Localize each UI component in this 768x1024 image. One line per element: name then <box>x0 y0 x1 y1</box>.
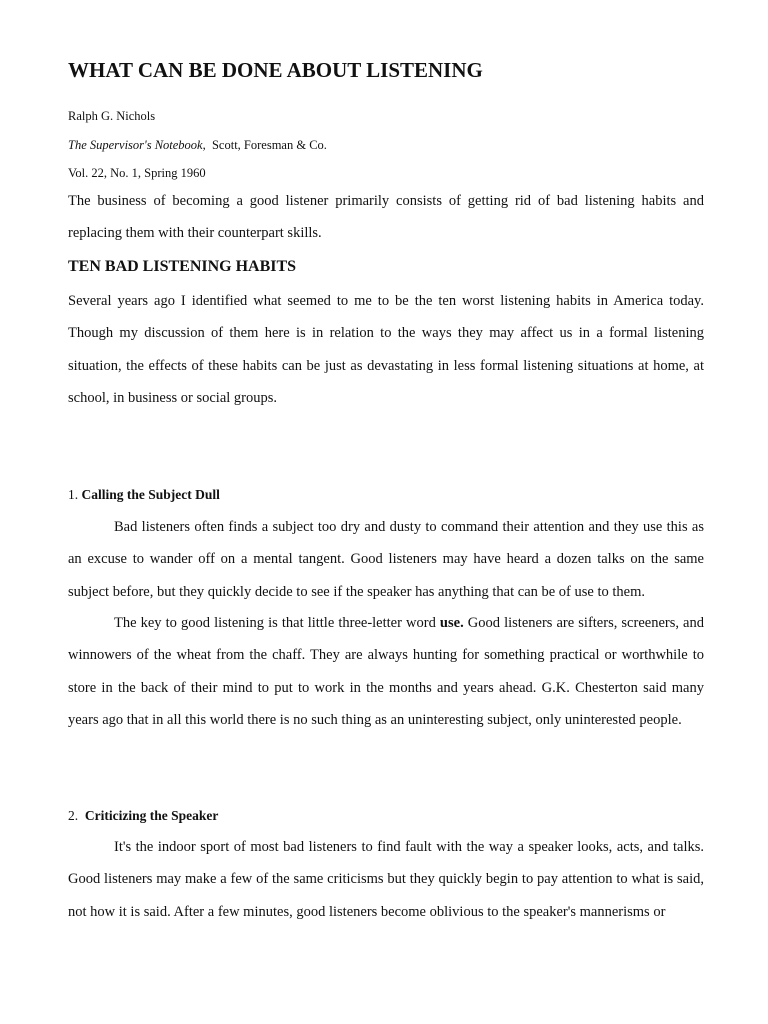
habit-1-paragraph-2 <box>68 607 704 736</box>
habit-1-keyword: use. <box>439 615 464 631</box>
habit-1-heading <box>68 486 220 504</box>
section-intro-paragraph: Several years ago I identified what seemed to me to be the ten worst listening habits in America today. Though my discussion of them here is in relation to the ways they may affect us in a formal listening situation, the effects of these habits can be just as devastating in less formal listening situations at home, at school, in business or social groups. <box>68 293 704 406</box>
habit-2-heading <box>68 807 218 825</box>
habit-1-number: 1. <box>68 487 79 502</box>
habit-2-title: Criticizing the Speaker <box>84 808 219 823</box>
habit-2-paragraph-1: It's the indoor sport of most bad listeners to find fault with the way a speaker looks, acts, and talks. Good listeners may make a few of the same criticisms but they quickly begin to pay attention to what is said, not how it is said. After a few minutes, good listeners become oblivious to the speaker's mannerisms or <box>68 839 704 920</box>
habit-1-p2-before: The key to good listening is that little three-letter word <box>114 615 440 631</box>
document-title: WHAT CAN BE DONE ABOUT LISTENING <box>68 58 483 82</box>
section-heading: TEN BAD LISTENING HABITS <box>68 258 297 275</box>
volume-line: Vol. 22, No. 1, Spring 1960 <box>68 166 206 180</box>
source-title: The Supervisor's Notebook, <box>68 138 206 152</box>
source-line <box>68 137 327 153</box>
habit-1-paragraph-1: Bad listeners often finds a subject too dry and dusty to command their attention and they use this as an excuse to wander off on a mental tangent. Good listeners may have heard a dozen talks on the same subject before, but they quickly decide to see if the speaker has anything that can be of use to them. <box>68 519 704 600</box>
intro-paragraph: The business of becoming a good listener primarily consists of getting rid of bad listening habits and replacing them with their counterpart skills. <box>68 193 704 242</box>
habit-2-number: 2. <box>68 808 79 823</box>
habit-1-p2-after: Good listeners are sifters, screeners, and winnowers of the wheat from the chaff. They are always hunting for something practical or worthwhile to store in the back of their mind to put to work in the months and years ahead. G.K. Chesterton said many years ago that in all this world there is no such thing as an uninteresting subject, only uninterested people. <box>68 615 704 728</box>
author-line: Ralph G. Nichols <box>68 109 156 123</box>
source-publisher: Scott, Foresman & Co. <box>211 138 327 152</box>
habit-1-title: Calling the Subject Dull <box>81 487 220 502</box>
